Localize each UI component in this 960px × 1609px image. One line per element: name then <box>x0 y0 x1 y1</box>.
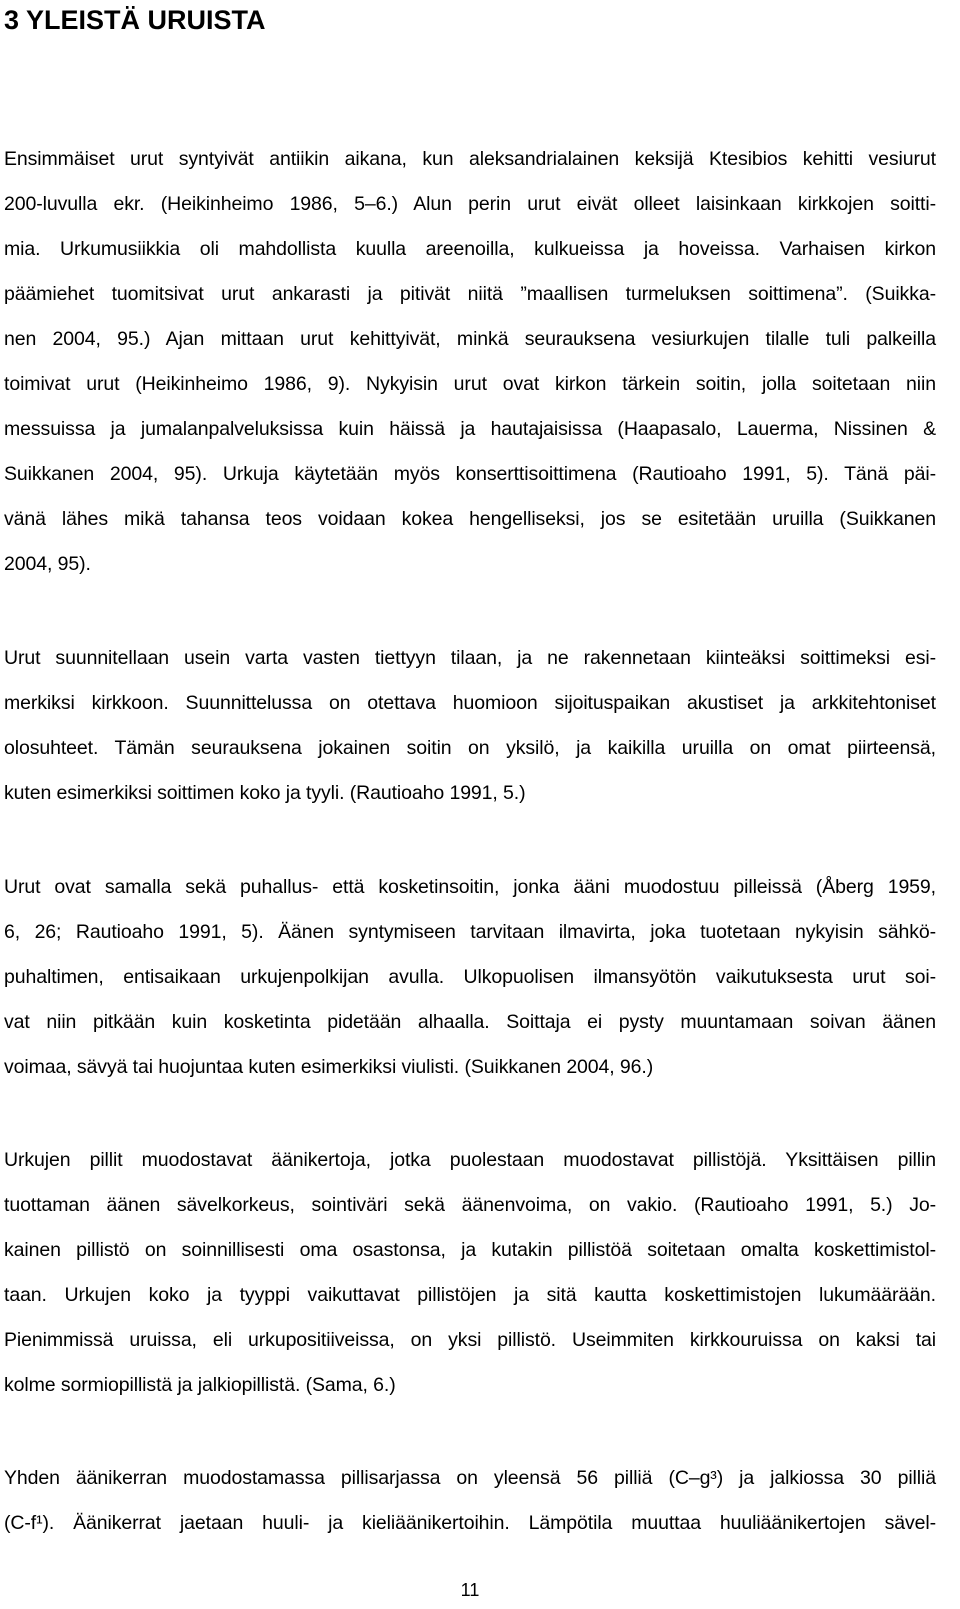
text-line: tuottaman äänen sävelkorkeus, sointiväri sekä äänenvoima, on vakio. (Rautioaho 1991, 5.) Jo- <box>4 1194 936 1216</box>
chapter-heading: 3 YLEISTÄ URUISTA <box>4 5 266 35</box>
text-line: (C-f¹). Äänikerrat jaetaan huuli- ja kieliäänikertoihin. Lämpötila muuttaa huuliäänikertojen sävel- <box>4 1512 936 1534</box>
text-line: vat niin pitkään kuin kosketinta pidetään alhaalla. Soittaja ei pysty muuntamaan soivan äänen <box>4 1011 936 1033</box>
text-line: merkiksi kirkkoon. Suunnittelussa on otettava huomioon sijoituspaikan akustiset ja arkkitehtoniset <box>4 692 936 714</box>
text-line: Urkujen pillit muodostavat äänikertoja, jotka puolestaan muodostavat pillistöjä. Yksittäisen pillin <box>4 1149 936 1171</box>
text-line: vänä lähes mikä tahansa teos voidaan kokea hengelliseksi, jos se esitetään uruilla (Suikkanen <box>4 508 936 530</box>
text-line: 2004, 95). <box>4 553 91 575</box>
text-line: Suikkanen 2004, 95). Urkuja käytetään myös konserttisoittimena (Rautioaho 1991, 5). Tänä päi- <box>4 463 936 485</box>
text-line: Pienimmissä uruissa, eli urkupositiiveissa, on yksi pillistö. Useimmiten kirkkouruissa on kaksi tai <box>4 1329 936 1351</box>
text-line: mia. Urkumusiikkia oli mahdollista kuulla areenoilla, kulkueissa ja hoveissa. Varhaisen kirkon <box>4 238 936 260</box>
text-line: olosuhteet. Tämän seurauksena jokainen soitin on yksilö, ja kaikilla uruilla on omat piirteensä, <box>4 737 936 759</box>
text-line: kainen pillistö on soinnillisesti oma osastonsa, ja kutakin pillistöä soitetaan omalta koskettimistol- <box>4 1239 936 1261</box>
page-number: 11 <box>460 1580 480 1600</box>
text-line: Urut ovat samalla sekä puhallus- että kosketinsoitin, jonka ääni muodostuu pilleissä (Åberg 1959, <box>4 876 936 898</box>
text-line: kolme sormiopillistä ja jalkiopillistä. (Sama, 6.) <box>4 1374 396 1396</box>
text-line: 6, 26; Rautioaho 1991, 5). Äänen syntymiseen tarvitaan ilmavirta, joka tuotetaan nykyisin sähkö- <box>4 921 936 943</box>
text-line: taan. Urkujen koko ja tyyppi vaikuttavat pillistöjen ja sitä kautta koskettimistojen lukumäärään. <box>4 1284 936 1306</box>
text-line: Ensimmäiset urut syntyivät antiikin aikana, kun aleksandrialainen keksijä Ktesibios kehitti vesiurut <box>4 148 936 170</box>
text-line: toimivat urut (Heikinheimo 1986, 9). Nykyisin urut ovat kirkon tärkein soitin, jolla soitetaan niin <box>4 373 936 395</box>
text-line: puhaltimen, entisaikaan urkujenpolkijan avulla. Ulkopuolisen ilmansyötön vaikutuksesta urut soi- <box>4 966 936 988</box>
text-line: Yhden äänikerran muodostamassa pillisarjassa on yleensä 56 pilliä (C–g³) ja jalkiossa 30 pilliä <box>4 1467 936 1489</box>
text-line: 200-luvulla ekr. (Heikinheimo 1986, 5–6.) Alun perin urut eivät olleet laisinkaan kirkkojen soitti- <box>4 193 936 215</box>
text-line: kuten esimerkiksi soittimen koko ja tyyli. (Rautioaho 1991, 5.) <box>4 782 526 804</box>
text-line: päämiehet tuomitsivat urut ankarasti ja pitivät niitä ”maallisen turmeluksen soittimena”. (Suikka- <box>4 283 936 305</box>
text-line: messuissa ja jumalanpalveluksissa kuin häissä ja hautajaisissa (Haapasalo, Lauerma, Nissinen & <box>4 418 936 440</box>
text-line: voimaa, sävyä tai huojuntaa kuten esimerkiksi viulisti. (Suikkanen 2004, 96.) <box>4 1056 654 1078</box>
text-line: Urut suunnitellaan usein varta vasten tiettyyn tilaan, ja ne rakennetaan kiinteäksi soittimeksi esi- <box>4 647 936 669</box>
text-line: nen 2004, 95.) Ajan mittaan urut kehittyivät, minkä seurauksena vesiurkujen tilalle tuli palkeilla <box>4 328 936 350</box>
